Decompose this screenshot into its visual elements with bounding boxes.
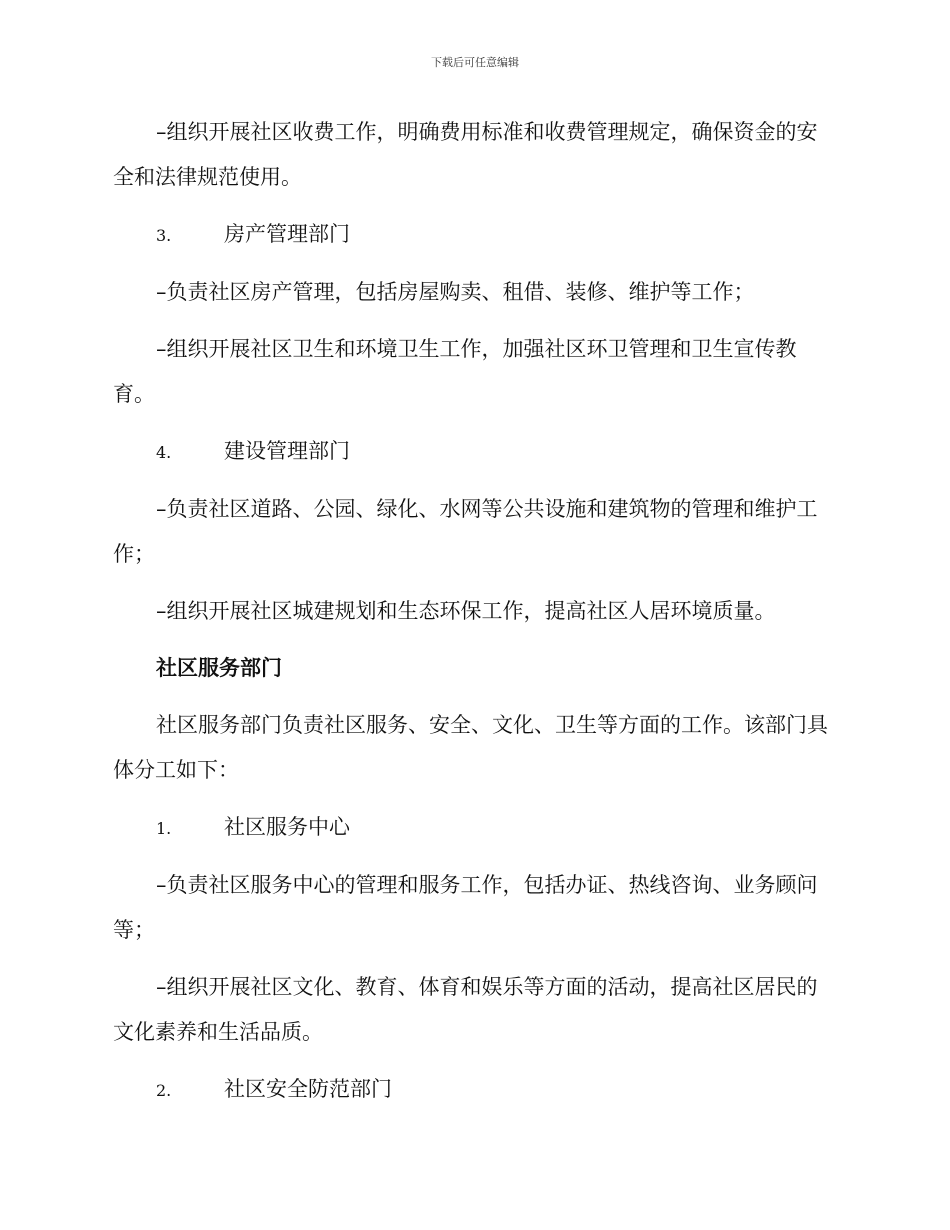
list-item-security-dept [113,1067,831,1113]
list-item-property-dept [113,212,831,258]
list-item-construction-dept [113,429,831,475]
paragraph-property-management: –负责社区房产管理，包括房屋购卖、租借、装修、维护等工作； [156,280,755,304]
paragraph-service-center-duties: –负责社区服务中心的管理和服务工作，包括办证、热线咨询、业务顾问等； [113,873,818,942]
paragraph-sanitation-work: –组织开展社区卫生和环境卫生工作，加强社区环卫管理和卫生宣传教育。 [113,337,797,406]
document-body [113,110,831,1125]
list-number: 1. [156,819,172,838]
page-header: 下载后可任意编辑 [431,56,519,69]
list-item-label: 社区安全防范部门 [224,1077,392,1101]
list-item-label: 社区服务中心 [224,815,350,839]
paragraph-fee-work: –组织开展社区收费工作，明确费用标准和收费管理规定，确保资金的安全和法律规范使用。 [113,120,818,189]
paragraph-urban-planning: –组织开展社区城建规划和生态环保工作，提高社区人居环境质量。 [156,599,776,623]
paragraph-service-dept-intro: 社区服务部门负责社区服务、安全、文化、卫生等方面的工作。该部门具体分工如下： [113,713,828,782]
list-item-service-center [113,805,831,851]
list-number: 4. [156,443,172,462]
list-item-label: 房产管理部门 [224,222,350,246]
paragraph-cultural-activities: –组织开展社区文化、教育、体育和娱乐等方面的活动，提高社区居民的文化素养和生活品质。 [113,975,818,1044]
list-item-label: 建设管理部门 [224,439,350,463]
list-number: 3. [156,226,172,245]
list-number: 2. [156,1081,172,1100]
paragraph-public-facilities: –负责社区道路、公园、绿化、水网等公共设施和建筑物的管理和维护工作； [113,497,818,566]
section-heading-community-service: 社区服务部门 [156,656,282,680]
